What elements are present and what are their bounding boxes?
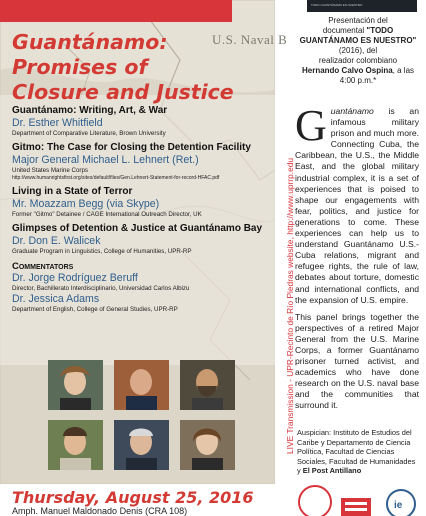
commentator-affiliation: Department of English, College of General Studies, UPR-RP [12,306,178,313]
description-paragraph: This panel brings together the perspectives of a retired Major General from the U.S. Marine Corps, a former Guantánamo prisoner turned activist, and academics who have done research on the U.S. naval base and the communities that surround it. [295,311,419,411]
documentary-title: "TODO GUANTÁNAMO ES NUESTRO" [299,26,417,45]
session-title: Gitmo: The Case for Closing the Detention Facility [12,142,251,153]
svg-text:ie: ie [394,500,403,511]
event-description [295,101,419,418]
speaker-name: Major General Michael L. Lehnert (Ret.) [12,154,199,166]
session [12,186,274,219]
commentator-name: Dr. Jorge Rodríguez Beruff [12,272,138,284]
drop-cap: G [295,101,327,150]
sponsors [297,428,421,476]
commentators-heading: Commentators [12,261,74,272]
speaker-photo [114,360,169,410]
speaker-photo [114,420,169,470]
commentator [12,272,274,293]
speaker-affiliation: United States Marine Corps [12,167,89,174]
event-place: Amph. Manuel Maldonado Denis (CRA 108) [12,506,188,516]
sponsor-logos [297,470,423,516]
session [12,142,274,182]
speaker-affiliation: Department of Comparative Literature, Brown University [12,130,166,137]
top-red-bar [0,0,232,22]
event-title [12,30,272,105]
speaker-affiliation: Graduate Program in Linguistics, College of Humanities, UPR-RP [12,248,192,255]
commentator-name: Dr. Jessica Adams [12,293,100,305]
event-date: Thursday, August 25, 2016 [12,488,254,507]
session [12,223,274,256]
session-title: Glimpses of Detention & Justice at Guantánamo Bay [12,223,263,234]
commentator-affiliation: Director, Bachillerato Interdisciplinario, Universidad Carlos Albizu [12,285,190,292]
sponsor-text: Auspician: Instituto de Estudios del Caribe y Departamento de Ciencia Política, Facultad de Ciencias Sociales, Facultad de Humanidades y [297,428,416,475]
announcement-line: realizador colombiano [318,56,398,65]
announcement-line: Presentación del [328,16,388,25]
description-italic-word: uantánamo [330,106,374,116]
title-line: Guantánamo: [12,30,168,54]
description-text: is an infamous military prison and much more. Connecting Cuba, the Caribbean, the U.S., the Middle East, and the global military industrial complex, it is a set of experiences that is poised to shape our engagements with fear, politics, and justice for generations to come. These experiences can help us to understand Guantánamo U.S.-Cuba relations, migrant and refugee rights, the rule of law, debates about torture, domestic and international conflicts, and the expansion of U.S. empire. [295,106,419,305]
speaker-name: Dr. Don E. Walicek [12,235,101,247]
statement-link[interactable]: http://www.humanrightsfirst.org/sites/default/files/Gen.Lehnert-Statement-for-record-HFAC.pdf [12,175,220,181]
documentary-thumbnail-caption: TODO GUANTÁNAMO ES NUESTRO [311,3,363,7]
map-label: U.S. Naval B [212,32,288,47]
speaker-name: Dr. Esther Whitfield [12,117,103,129]
description-paragraph [295,101,419,306]
director-name: Hernando Calvo Ospina [301,66,393,75]
screening-time: , a las 4:00 p.m.* [339,66,415,85]
program-list [12,101,274,314]
live-transmission-strip [277,60,295,460]
speaker-photo [48,360,103,410]
session [12,105,274,138]
documentary-thumbnail [307,0,417,12]
session-title: Living in a State of Terror [12,186,133,197]
institute-logo [341,498,371,516]
documentary-year: (2016), del [338,46,378,55]
documentary-announcement [295,16,421,86]
speaker-photo [180,360,235,410]
commentator [12,293,274,314]
logo-strip [297,470,423,516]
speaker-photo [48,420,103,470]
sponsor-newspaper: El Post Antillano [302,466,362,475]
speaker-name: Mr. Moazzam Begg (via Skype) [12,198,160,210]
live-transmission-text[interactable]: LIVE Transmission - UPR-Recinto de Río Piedras website, http://www.uprrp.edu [285,157,295,454]
speaker-photo [180,420,235,470]
university-seal-logo [299,486,331,516]
session-title: Guantánamo: Writing, Art, & War [12,105,168,116]
title-line: Closure and Justice [12,80,234,104]
announcement-line: documental [322,26,365,35]
title-line: Promises of [12,55,148,79]
speaker-affiliation: Former "Gitmo" Detainee / CAGE International Outreach Director, UK [12,211,202,218]
